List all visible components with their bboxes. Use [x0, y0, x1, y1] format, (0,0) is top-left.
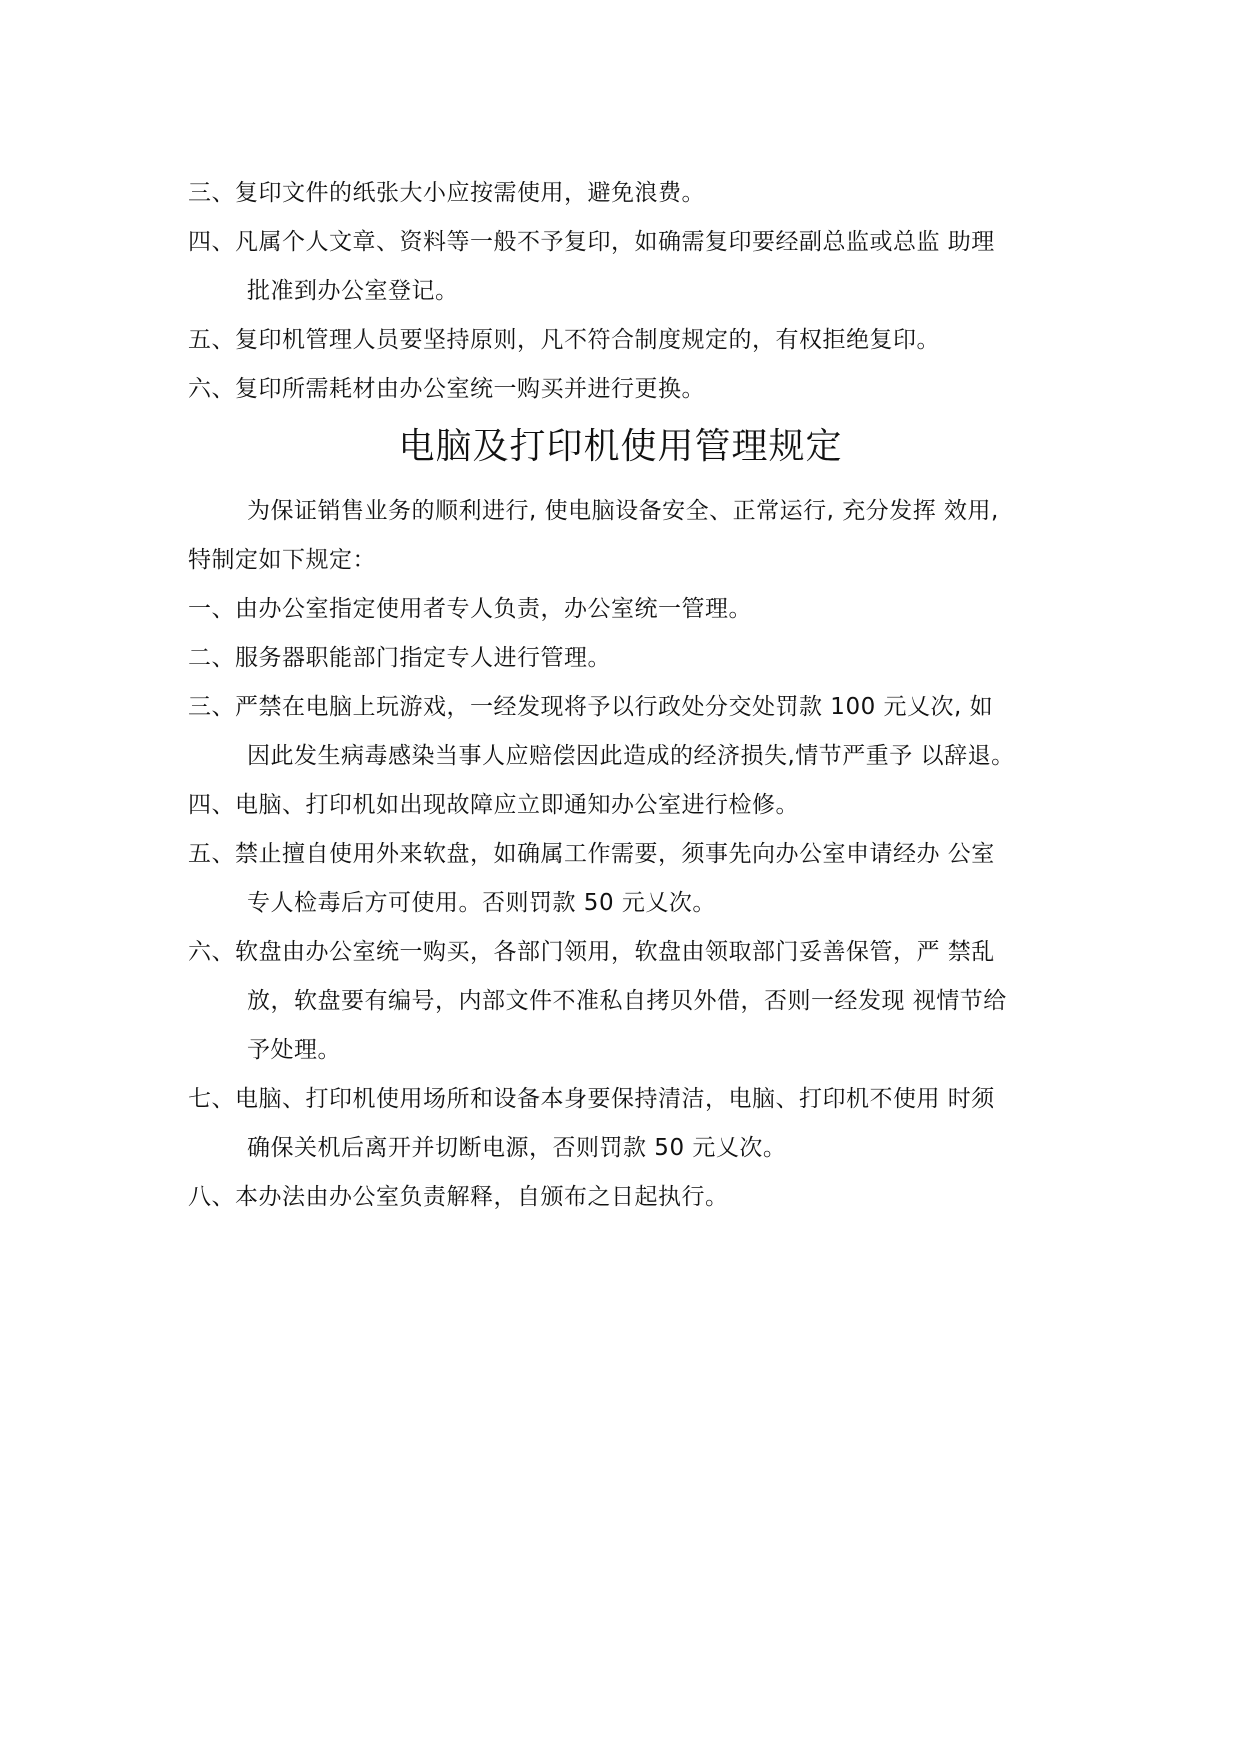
rule-7: 七、电脑、打印机使用场所和设备本身要保持清洁，电脑、打印机不使用 时须 [188, 1086, 995, 1112]
rule-5: 五、禁止擅自使用外来软盘，如确属工作需要，须事先向办公室申请经办 公室 [188, 841, 995, 867]
copy-rule-4-cont: 批准到办公室登记。 [247, 278, 459, 304]
copy-rule-6: 六、复印所需耗材由办公室统一购买并进行更换。 [188, 376, 705, 402]
copy-rule-5: 五、复印机管理人员要坚持原则，凡不符合制度规定的，有权拒绝复印。 [188, 327, 940, 353]
rule-6-cont: 放，软盘要有编号，内部文件不准私自拷贝外借，否则一经发现 视情节给 [247, 988, 1007, 1014]
rule-4: 四、电脑、打印机如出现故障应立即通知办公室进行检修。 [188, 792, 799, 818]
rule-6-cont-2: 予处理。 [247, 1037, 341, 1063]
intro-paragraph-cont: 特制定如下规定： [188, 547, 376, 573]
section-title: 电脑及打印机使用管理规定 [398, 426, 843, 467]
rule-7-cont: 确保关机后离开并切断电源，否则罚款 50 元乂次。 [247, 1135, 787, 1161]
copy-rule-4: 四、凡属个人文章、资料等一般不予复印，如确需复印要经副总监或总监 助理 [188, 229, 995, 255]
rule-1: 一、由办公室指定使用者专人负责，办公室统一管理。 [188, 596, 752, 622]
rule-3: 三、严禁在电脑上玩游戏，一经发现将予以行政处分交处罚款 100 元乂次, 如 [188, 694, 994, 720]
rule-6: 六、软盘由办公室统一购买，各部门领用，软盘由领取部门妥善保管，严 禁乱 [188, 939, 995, 965]
rule-3-cont: 因此发生病毒感染当事人应赔偿因此造成的经济损失,情节严重予 以辞退。 [247, 743, 1015, 769]
intro-paragraph: 为保证销售业务的顺利进行, 使电脑设备安全、正常运行, 充分发挥 效用, [247, 498, 999, 524]
rule-8: 八、本办法由办公室负责解释，自颁布之日起执行。 [188, 1184, 729, 1210]
rule-5-cont: 专人检毒后方可使用。否则罚款 50 元乂次。 [247, 890, 716, 916]
copy-rule-3: 三、复印文件的纸张大小应按需使用，避免浪费。 [188, 180, 705, 206]
rule-2: 二、服务器职能部门指定专人进行管理。 [188, 645, 611, 671]
